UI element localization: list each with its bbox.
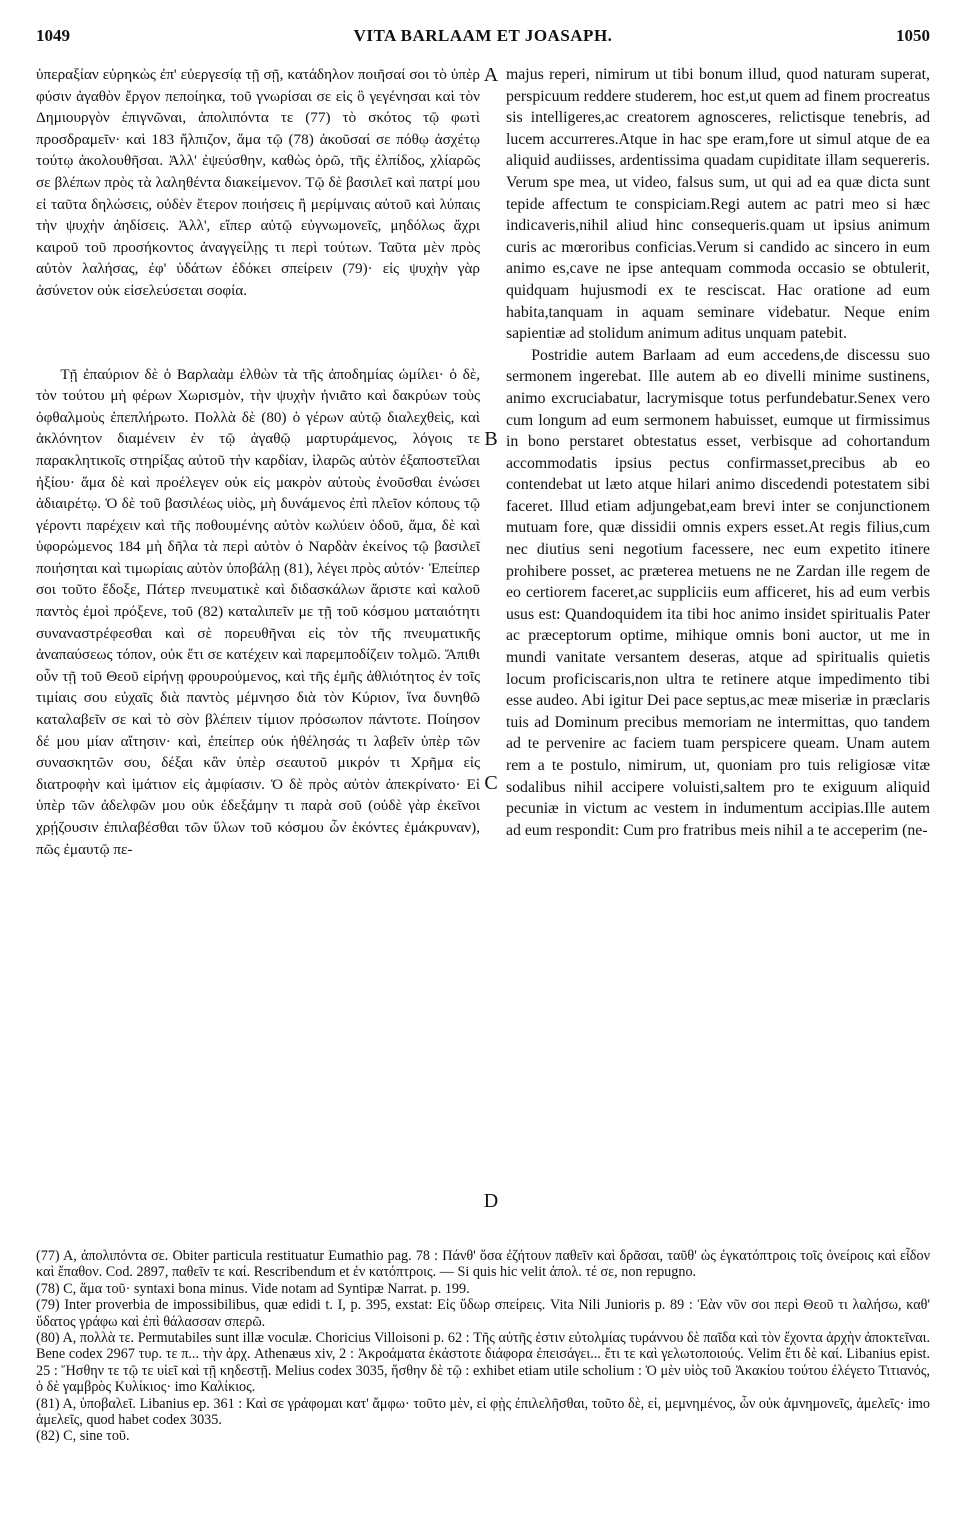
running-title: VITA BARLAAM ET JOASAPH.: [353, 26, 613, 45]
latin-column: [506, 64, 930, 841]
footnote: (79) Inter proverbia de impossibilibus, quæ edidi t. I, p. 395, exstat: Εἰς ὕδωρ σπείρεις. Vita Nili Junioris p. 89 : Ἐὰν νῦν σοι περὶ Θεοῦ τι λαλήσω, καθ' ὕδατος γράφω καὶ ἐπὶ θάλασσαν σπερῶ.: [36, 1297, 930, 1330]
greek-paragraph: ὑπεραξίαν εὑρηκὼς ἐπ' εὐεργεσίᾳ τῇ σῇ, κατάδηλον ποιῆσαί σοι τὸ ὑπὲρ φύσιν ἀγαθὸν ἔργον πεποίηκα, τοῦ γνωρίσαι σε εἰς ὃ γεγένησαι καὶ τὸν Δημιουργὸν ἐπιγνῶναι, ἀπολιπόντα τε (77) τὸ σκότος τῷ φωτὶ προσδραμεῖν· καὶ 183 ἤλπιζον, ἅμα τῷ (78) ἀκοῦσαί σε πόθῳ ἀσχέτῳ τούτῳ ἀκολουθῆσαι. Ἀλλ' ἐψεύσθην, καθὼς ὁρῶ, τῆς ἐλπίδος, χλίαρῶς σε βλέπων πρὸς τὰ λαληθέντα διακείμενον. Τῷ δὲ βασιλεῖ καὶ πατρί μου εἰ ταῦτα δηλώσεις, οὐδὲν ἕτερον ποιήσεις ἢ μερίμναις αὐτοῦ καὶ λύπαις τὴν ψυχὴν ἀηδίσεις. Ἀλλ', εἴπερ αὐτῷ εὐγνωμονεῖς, μηδόλως ἄχρι καιροῦ τοῦ προσήκοντος ἀναγγείλῃς τι περὶ τούτων. Ταῦτα μὲν πρὸς αὐτὸν λαλήσας, ἐφ' ὑδάτων ἐδόκει σπείρειν (79)· εἰς ψυχὴν γὰρ ἀσύνετον οὐκ εἰσελεύσεται σοφία.: [36, 66, 480, 299]
left-page-number: 1049: [36, 26, 70, 45]
footnote: (81) A, ὑποβαλεῖ. Libanius ep. 361 : Καὶ σε γράφομαι κατ' ἄμφω· τοῦτο μὲν, εἰ φῂς ἐπιλελῆσθαι, τοῦτο δὲ, εἰ, μεμνημένος, ὧν οὐκ ἀμνημονεῖς, ἀμελεῖς· imo ἀμελεῖς, quod habet codex 3035.: [36, 1395, 930, 1429]
section-marker-d: D: [483, 1190, 499, 1212]
latin-paragraph: majus reperi, nimirum ut tibi bonum illud, quod naturam superat, perspicuum reddere studerem, hoc est,ut quem ad finem procreatus sis intelligeres,ac creatorem agnosceres, relictisque tenebris, ad lucem accurreres.Atque in hac spe eram,fore ut simul atque de ea aliquid audiisses, ardentissima quadam cupiditate illam sequereris. Verum spe mea, ut video, falsus sum, ut qui ad ea quæ dicta sunt tepide affectum te conspiciam.Regi autem ac patri meo si hæc indicaveris,nihil aliud hinc consequeris.quam ut ipsius animum curis ac mœroribus conficias.Verum si candido ac sincero in eum animo es,cave ne ipse antequam commoda occasio se obtulerit, quidquam hujusmodi ex te resciscat. Hac oratione ad eum habita,tanquam in aquam seminare videbatur. Neque enim sapientiæ ad stolidum animum aditus unquam patebit.: [506, 66, 930, 343]
latin-paragraph: Postridie autem Barlaam ad eum accedens,de discessu suo sermonem ingerebat. Ille autem ab eo divelli minime sustinens, animo excruciabatur, lacrymisque totus perfundebatur.Senex vero cum longum ad eum sermonem habuisset, eumque ut firmissimus in bono perstaret obtestatus esset, verbisque ad cohortandum accommodatis ipsius pectus confirmasset,precibus ab eo contendebat ut læto atque hilari animo discedendi potestatem sibi faceret. Illud etiam adjungebat,eam brevi inter se conjunctionem mutuam fore, quæ dissidii omnis expers esset.At regis filius,cum nec diutius seni negotium facessere, nec eum expetito itinere prohibere posset, ac præterea metuens ne ne Zardan ille regem de eo certiorem faceret,ac suppliciis eum afficeret, his ad eum verbis usus est: Quandoquidem ita tibi hoc animo insidet spiritualis Pater ac præceptorum optime, mihique omnis boni auctor, ut me in mundi vanitate versantem deseras, atque ad spiritualis quietis locum proficiscaris,non ultra te retinere atque impedimento tibi esse audeo. Abi igitur Dei pace septus,ac meæ miseriæ in præclaris tuis ad Dominum precibus memoriam ne intermittas, quo tandem ad te pervenire ac faciem tuam perspicere queam. Unam autem rem a te postulo, nimirum, ut, quoniam pro tuis religiosæ vitæ sodalibus nihil accipere voluisti,saltem pro te exiguum aliquid pecuniæ in victum ac vestem in indumentum accipias.Ille autem ad eum respondit: Cum pro fratribus meis nihil a te acceperim (ne-: [506, 346, 930, 839]
footnote: (82) C, sine τοῦ.: [36, 1428, 130, 1445]
greek-paragraph: Τῇ ἐπαύριον δὲ ὁ Βαρλαὰμ ἐλθὼν τὰ τῆς ἀποδημίας ὡμίλει· ὁ δὲ, τὸν τούτου μὴ φέρων Χωρισμὸν, τὴν ψυχὴν ἠνιᾶτο καὶ δακρύων τοὺς ὀφθαλμοὺς ἐπεπλήρωτο. Πολλὰ δὲ (80) ὁ γέρων αὐτῷ διαλεχθεὶς, καὶ ἀκλόνητον διαμένειν ἐν τῷ ἀγαθῷ μαρτυράμενος, λόγοις τε παρακλητικοῖς στηρίξας αὐτοῦ τὴν καρδίαν, ἱλαρῶς αὐτὸν ἐξαποστεῖλαι ἠξίου· ἅμα δὲ καὶ προέλεγεν οὐκ εἰς μακρὸν αὐτοὺς ἑνοῦσθαι ἑνώσει ἀδιαιρέτῳ. Ὁ δὲ τοῦ βασιλέως υἱὸς, μὴ δυνάμενος ἐπὶ πλεῖον κόπους τῷ γέροντι παρέχειν καὶ τῆς ποθουμένης αὐτὸν κωλύειν ὁδοῦ, ἅμα, δὲ καὶ ὑφορώμενος 184 μὴ δῆλα τὰ περὶ αὐτὸν ὁ Ναρδὰν ἐκείνος τῷ βασιλεῖ ποιήσηται καὶ τιμωρίαις αὐτὸν ὑποβάλῃ (81), λέγει πρὸς αὐτόν· Ἐπείπερ σοι τοῦτο ἔδοξε, Πάτερ πνευματικὲ καὶ διδασκάλων ἄριστε καὶ καλοῦ παντὸς ἐμοὶ πρόξενε, τοῦ (82) καταλιπεῖν με τῇ τοῦ κόσμου ματαιότητι συναναστρέφεσθαι καὶ σὲ πορευθῆναι εἰς τὸν τῆς πνευματικῆς ἀναπαύσεως τόπον, οὐκ ἔτι σε κατέχειν καὶ παρεμποδίζειν τολμῶ. Ἄπιθι οὖν τῇ τοῦ Θεοῦ εἰρήνῃ φρουρούμενος, καὶ τῆς ἐμῆς ἀθλιότητος ἐν τοῖς τιμίαις σου εὐχαῖς διὰ παντὸς μέμνησο διὰ τὸν Κύριον, ἵνα δυνηθῶ καταλαβεῖν σε καὶ τὸ σὸν βλέπειν τίμιον πρόσωπον πάντοτε. Ποίησον δέ μου μίαν αἴτησιν· καὶ, ἐπείπερ οὐκ ἠθέλησάς τι λαβεῖν ὑπὲρ τῶν συνασκητῶν σου, δέξαι κἂν ὑπὲρ σεαυτοῦ μικρόν τι Χρῆμα εἰς διατροφὴν καὶ ἱμάτιον εἰς ἀμφίασιν. Ὁ δὲ πρὸς αὐτὸν ἀπεκρίνατο· Εἰ ὑπὲρ τῶν ἀδελφῶν μου οὐκ ἐδεξάμην τι παρὰ σοῦ (οὐδὲ γὰρ ἐκεῖνοι χρῄζουσιν ἐπιλαβέσθαι τῶν ὕλων τοῦ κόσμου ὧν ἑκόντες ἐμάκρυναν), πῶς ἐμαυτῷ πε-: [36, 365, 480, 858]
footnotes: [36, 1248, 930, 1445]
footnote: (80) A, πολλὰ τε. Permutabiles sunt illæ voculæ. Choricius Villoisoni p. 62 : Τῆς αὐτῆς ἐστιν εὐτολμίας τυράννου δὲ παῖδα καὶ τὸν ἔχοντα ἀρχὴν ἀποκτεῖναι. Bene codex 2967 τυρ. τε π... τὴν ἀρχ. Athenæus xiv, 2 : Ἀκροάματα ἑκάστοτε διάφορα ἐπεισάγει... ἔτι τε καὶ γελωτοποιούς. Velim ἔτι δὲ καί. Libanius epist. 25 : Ἥσθην τε τῷ τε υἱεῖ καὶ τῇ κηδεστῇ. Melius codex 3035, ἥσθην δὲ τῷ : exhibet etiam utile scholium : Ὁ μὲν υἱὸς τοῦ Ἀκακίου τούτου ἐλέγετο Τιτιανός, ὁ δὲ γαμβρὸς Κυλίκιος· imo Καλίκιος.: [36, 1330, 930, 1396]
section-marker-b: B: [484, 428, 498, 450]
right-page-number: 1050: [895, 26, 930, 45]
footnote: (77) A, ἀπολιπόντα σε. Obiter particula restituatur Eumathio pag. 78 : Πάνθ' ὅσα ἐζήτουν παθεῖν καὶ δρᾶσαι, ταῦθ' ὡς ἐγκατόπτροις τοῖς ὀνείροις καὶ εἶδον καὶ ἔπαθον. Cod. 2897, παθεῖν τε καί. Rescribendum et ἐν κατόπτροις. — Si quis hic velit ἀπολ. τέ σε, non repugno.: [36, 1248, 930, 1281]
section-marker-c: C: [484, 772, 498, 794]
paragraph-spacer: [36, 302, 480, 364]
section-marker-a: A: [483, 64, 499, 86]
running-header: [36, 26, 930, 58]
footnote: (78) C, ἅμα τοῦ· syntaxi bona minus. Vide notam ad Syntipæ Narrat. p. 199.: [36, 1280, 470, 1297]
greek-column: [36, 64, 480, 860]
